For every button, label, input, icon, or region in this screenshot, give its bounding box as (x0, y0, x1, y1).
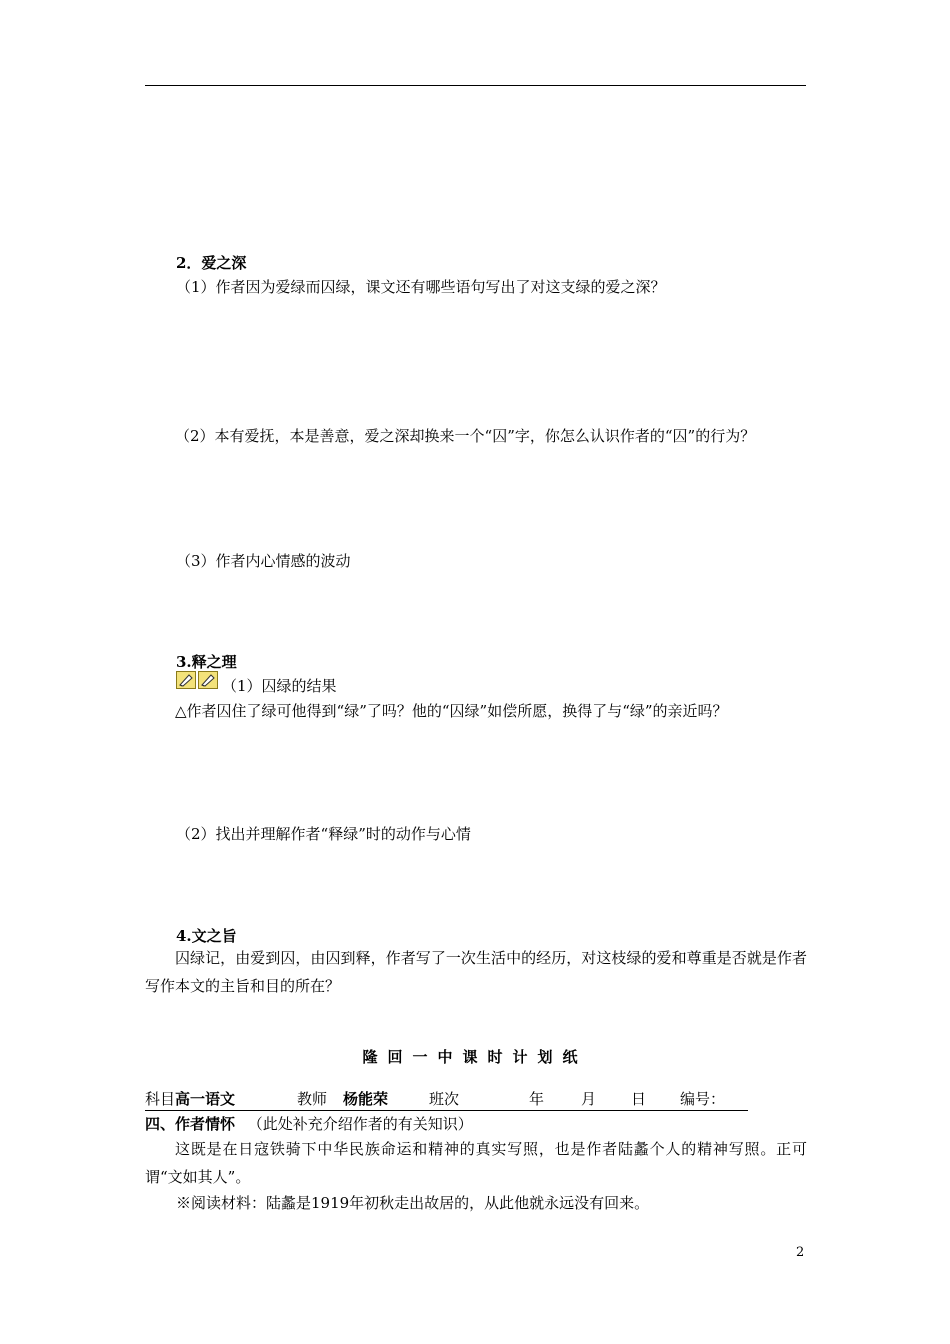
teacher-value: 杨能荣 (343, 1090, 389, 1108)
section-four-note: （此处补充介绍作者的有关知识） (247, 1115, 473, 1133)
pencil-icon (176, 671, 196, 689)
plan-info-row (145, 1088, 748, 1111)
pencil-icon (198, 671, 218, 689)
subject-label: 科目 (145, 1090, 176, 1108)
teacher-label: 教师 (297, 1090, 328, 1108)
section-3-heading: 3.释之理 (176, 653, 237, 671)
section-4-heading: 4.文之旨 (176, 927, 237, 945)
reading-material: ※阅读材料：陆蠡是1919年初秋走出故居的，从此他就永远没有回来。 (176, 1194, 650, 1212)
class-label: 班次 (429, 1090, 460, 1108)
section-3-question-1-text: △作者囚住了绿可他得到“绿”了吗？他的“囚绿”如偿所愿，换得了与“绿”的亲近吗？ (175, 702, 728, 720)
plan-title: 隆回一中课时计划纸 (362, 1048, 588, 1066)
year-label: 年 (529, 1090, 545, 1108)
section-2-question-3: （3）作者内心情感的波动 (176, 552, 351, 570)
section-2-heading: 2．爱之深 (176, 254, 247, 272)
icon-pair (176, 671, 218, 689)
section-2-question-1: （1）作者因为爱绿而囚绿，课文还有哪些语句写出了对这支绿的爱之深？ (176, 278, 666, 296)
subject-value: 高一语文 (175, 1090, 236, 1108)
section-4-text: 囚绿记，由爱到囚，由囚到释，作者写了一次生活中的经历，对这枝绿的爱和尊重是否就是作者写作本文的主旨和目的所在？ (145, 949, 807, 995)
section-3-question-1: （1）囚绿的结果 (222, 677, 337, 695)
section-3-question-2: （2）找出并理解作者“释绿”时的动作与心情 (176, 825, 471, 843)
number-label: 编号： (680, 1090, 726, 1108)
section-2-question-2: （2）本有爱抚，本是善意，爱之深却换来一个“囚”字，你怎么认识作者的“囚”的行为？ (175, 427, 756, 445)
day-label: 日 (631, 1090, 647, 1108)
section-four-text: 这既是在日寇铁骑下中华民族命运和精神的真实写照，也是作者陆蠡个人的精神写照。正可谓“文如其人”。 (145, 1140, 807, 1186)
section-four-heading: 四、作者情怀 (145, 1115, 236, 1133)
month-label: 月 (581, 1090, 597, 1108)
page-number: 2 (796, 1245, 805, 1260)
header-rule (145, 85, 806, 86)
section-four-heading-line (145, 1113, 473, 1134)
